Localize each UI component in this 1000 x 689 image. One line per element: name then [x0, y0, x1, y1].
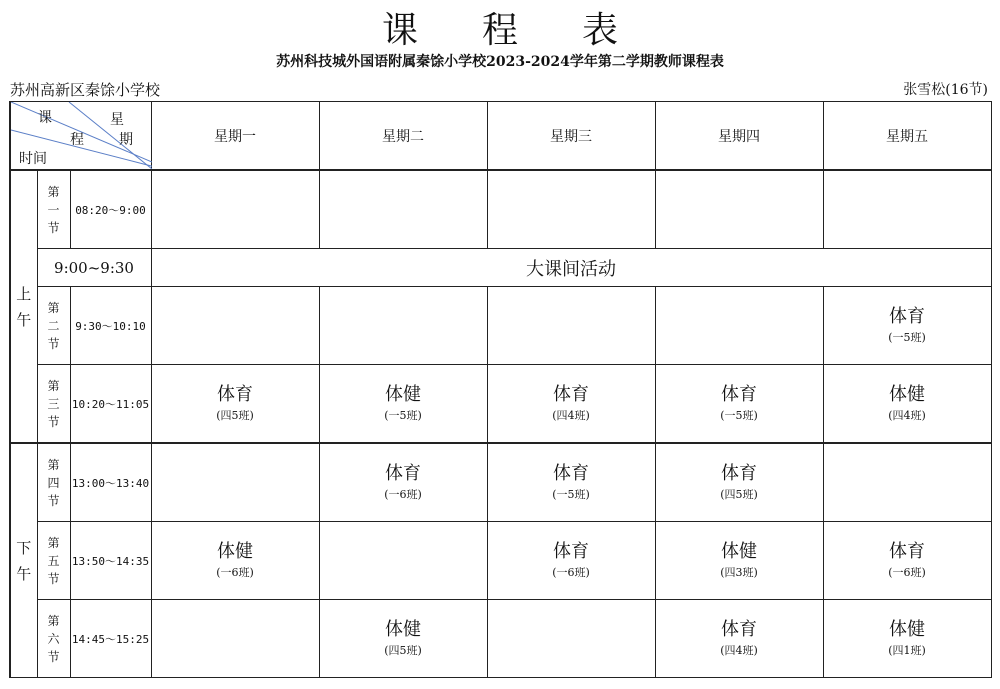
period-number-char: 一 [47, 202, 60, 217]
course-name: 体健 [385, 383, 421, 405]
corner-label-time: 时间 [19, 151, 47, 167]
day-header: 星期三 [487, 102, 655, 171]
course-name: 体育 [553, 462, 589, 484]
corner-label-cheng: 程 [70, 132, 84, 148]
day-header: 星期四 [655, 102, 823, 171]
course-name: 体育 [553, 540, 589, 562]
period-row [10, 600, 991, 678]
period-number-char: 节 [47, 336, 60, 351]
course-class: (四4班) [888, 408, 926, 422]
period-number-char: 第 [47, 535, 60, 550]
lesson-cell [823, 522, 991, 600]
course-name: 体健 [217, 540, 253, 562]
day-header: 星期五 [823, 102, 991, 171]
period-number-char: 节 [47, 414, 60, 429]
halfday-char: 午 [16, 564, 32, 583]
course-class: (一6班) [216, 565, 254, 579]
period-time: 10:20～11:05 [70, 365, 151, 444]
teacher-name: 张雪松(16节) [903, 82, 988, 98]
lesson-cell [655, 600, 823, 678]
period-time: 13:50～14:35 [70, 522, 151, 600]
period-number-char: 第 [47, 184, 60, 199]
period-number-char: 四 [47, 475, 60, 490]
lesson-cell [319, 170, 487, 249]
period-number-char: 六 [47, 631, 60, 646]
corner-cell [10, 102, 151, 171]
lesson-cell [655, 365, 823, 444]
lesson-cell [151, 287, 319, 365]
break-label: 大课间活动 [151, 249, 991, 287]
lesson-cell [319, 443, 487, 522]
period-row [10, 443, 991, 522]
lesson-cell [151, 170, 319, 249]
day-header: 星期二 [319, 102, 487, 171]
lesson-cell [319, 365, 487, 444]
break-row [10, 249, 991, 287]
lesson-cell [151, 522, 319, 600]
course-name: 体育 [217, 383, 253, 405]
period-time: 9:30～10:10 [70, 287, 151, 365]
period-number-char: 第 [47, 457, 60, 472]
course-class: (一5班) [888, 330, 926, 344]
period-number-char: 第 [47, 378, 60, 393]
lesson-cell [823, 443, 991, 522]
lesson-cell [487, 170, 655, 249]
lesson-cell [487, 365, 655, 444]
school-name: 苏州高新区秦馀小学校 [10, 81, 161, 99]
period-number-char: 第 [47, 300, 60, 315]
day-header: 星期一 [151, 102, 319, 171]
lesson-cell [823, 600, 991, 678]
period-number [37, 522, 70, 600]
course-name: 体育 [385, 462, 421, 484]
period-time: 08:20～9:00 [70, 170, 151, 249]
period-row [10, 365, 991, 444]
course-name: 体健 [721, 540, 757, 562]
course-name: 体育 [889, 540, 925, 562]
halfday-char: 午 [16, 310, 32, 329]
lesson-cell [319, 522, 487, 600]
course-class: (一6班) [384, 487, 422, 501]
course-class: (四5班) [720, 487, 758, 501]
lesson-cell [655, 170, 823, 249]
break-time: 9:00~9:30 [37, 249, 151, 287]
lesson-cell [151, 600, 319, 678]
header-row [10, 102, 991, 171]
course-name: 体育 [721, 462, 757, 484]
course-class: (一5班) [552, 487, 590, 501]
lesson-cell [487, 600, 655, 678]
lesson-cell [655, 443, 823, 522]
course-class: (四3班) [720, 565, 758, 579]
period-number-char: 第 [47, 613, 60, 628]
course-class: (四4班) [720, 643, 758, 657]
course-class: (四1班) [888, 643, 926, 657]
course-class: (四5班) [216, 408, 254, 422]
period-time: 13:00～13:40 [70, 443, 151, 522]
lesson-cell [823, 365, 991, 444]
schedule-table [9, 101, 992, 678]
course-class: (四5班) [384, 643, 422, 657]
course-name: 体健 [889, 618, 925, 640]
lesson-cell [655, 522, 823, 600]
lesson-cell [823, 287, 991, 365]
period-number-char: 五 [47, 553, 60, 568]
corner-label-qi: 期 [119, 132, 133, 148]
course-class: (一5班) [384, 408, 422, 422]
course-name: 体育 [889, 305, 925, 327]
course-class: (一6班) [552, 565, 590, 579]
period-time: 14:45～15:25 [70, 600, 151, 678]
lesson-cell [151, 443, 319, 522]
lesson-cell [487, 522, 655, 600]
halfday-char: 下 [16, 538, 32, 557]
period-number-char: 节 [47, 493, 60, 508]
lesson-cell [319, 600, 487, 678]
period-number-char: 二 [47, 318, 60, 333]
course-name: 体育 [553, 383, 589, 405]
halfday-morning [10, 170, 37, 443]
lesson-cell [823, 170, 991, 249]
period-number-char: 节 [47, 571, 60, 586]
period-row [10, 287, 991, 365]
course-class: (一5班) [720, 408, 758, 422]
course-class: (一6班) [888, 565, 926, 579]
course-name: 体健 [889, 383, 925, 405]
period-number [37, 365, 70, 444]
corner-label-xing: 星 [110, 112, 124, 128]
halfday-char: 上 [16, 284, 32, 303]
period-number [37, 600, 70, 678]
lesson-cell [487, 287, 655, 365]
period-number-char: 节 [47, 649, 60, 664]
period-number [37, 170, 70, 249]
period-number-char: 三 [47, 396, 60, 411]
corner-label-ke: 课 [38, 110, 52, 126]
period-number [37, 443, 70, 522]
page-title: 课程表 [381, 10, 682, 51]
period-number-char: 节 [47, 220, 60, 235]
page-subtitle: 苏州科技城外国语附属秦馀小学校2023-2024学年第二学期教师课程表 [276, 54, 724, 70]
period-row [10, 170, 991, 249]
lesson-cell [319, 287, 487, 365]
lesson-cell [487, 443, 655, 522]
course-name: 体育 [721, 383, 757, 405]
period-row [10, 522, 991, 600]
course-name: 体育 [721, 618, 757, 640]
period-number [37, 287, 70, 365]
course-class: (四4班) [552, 408, 590, 422]
lesson-cell [655, 287, 823, 365]
halfday-afternoon [10, 443, 37, 678]
lesson-cell [151, 365, 319, 444]
course-name: 体健 [385, 618, 421, 640]
